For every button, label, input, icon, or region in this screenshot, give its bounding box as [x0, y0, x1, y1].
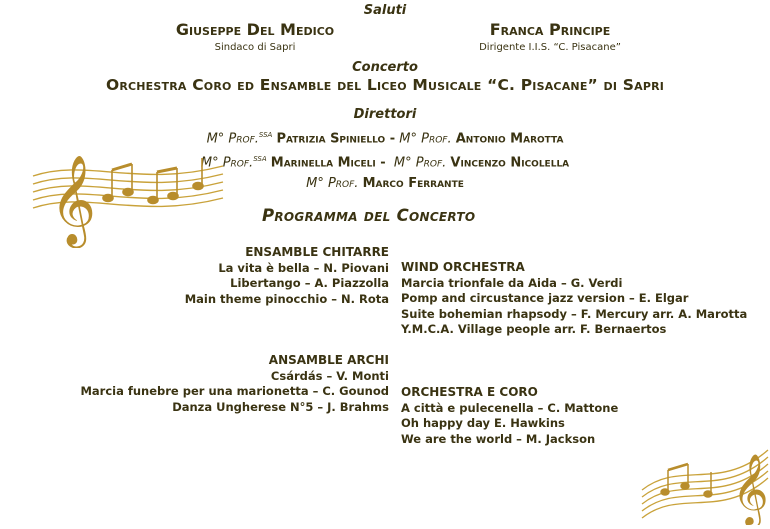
director-name: Vincenzo Nicolella: [450, 155, 570, 171]
director-prefix: M° Prof.: [200, 155, 254, 171]
director-prefix-sup: SSA: [258, 131, 273, 139]
director-prefix: M° Prof.: [395, 131, 452, 147]
music-staff-icon: [640, 420, 770, 525]
program-item: We are the world – M. Jackson: [401, 431, 596, 446]
section-heading: ANSAMBLE ARCHI: [268, 353, 389, 367]
left-person-name: Giuseppe Del Medico: [175, 20, 335, 39]
section-heading: ENSAMBLE CHITARRE: [245, 245, 389, 259]
section-heading: WIND ORCHESTRA: [401, 260, 525, 274]
director-name: Patrizia Spiniello -: [276, 131, 396, 147]
program-item: Main theme pinocchio – N. Rota: [184, 291, 389, 306]
svg-text:𝄞: 𝄞: [50, 155, 97, 245]
right-person-role: Dirigente I.I.S. “C. Pisacane”: [479, 42, 621, 53]
director-prefix-sup: SSA: [253, 155, 267, 164]
program-item: Csárdás – V. Monti: [270, 368, 389, 383]
director-prefix: M° Prof.: [385, 155, 447, 171]
direttori-label: Direttori: [353, 107, 417, 122]
program-title: Programma del Concerto: [262, 206, 476, 225]
program-item: Danza Ungherese N°5 – J. Brahms: [172, 399, 389, 414]
concerto-label: Concerto: [352, 60, 418, 75]
music-staff-icon: [28, 128, 228, 248]
right-section-1: [401, 260, 747, 338]
program-item: Marcia funebre per una marionetta – C. Gounod: [80, 384, 389, 398]
program-item: Pomp and circustance jazz version – E. Elgar: [401, 291, 689, 305]
left-section-2: [80, 353, 389, 415]
program-item: La vita è bella – N. Piovani: [218, 260, 389, 275]
left-person-role: Sindaco di Sapri: [214, 42, 296, 53]
program-item: Libertango – A. Piazzolla: [230, 276, 389, 290]
orchestra-title: Orchestra Coro ed Ensamble del Liceo Musicale “C. Pisacane” di Sapri: [105, 76, 665, 94]
director-name: Marinella Miceli -: [270, 155, 386, 171]
director-name: Marco Ferrante: [362, 175, 464, 191]
right-person-name: Franca Principe: [489, 20, 611, 39]
director-prefix: M° Prof.: [206, 131, 259, 147]
right-section-2: [401, 385, 618, 447]
program-item: Marcia trionfale da Aida – G. Verdi: [401, 275, 623, 290]
svg-text:𝄞: 𝄞: [732, 452, 769, 525]
program-item: A città e pulecenella – C. Mattone: [401, 400, 619, 415]
program-item: Suite bohemian rhapsody – F. Mercury arr. A. Marotta: [401, 306, 748, 321]
section-heading: ORCHESTRA E CORO: [401, 385, 538, 399]
left-section-1: [185, 245, 389, 307]
director-prefix: M° Prof.: [306, 175, 359, 191]
program-item: Y.M.C.A. Village people arr. F. Bernaertos: [401, 322, 667, 336]
saluti-label: Saluti: [363, 3, 407, 18]
director-name: Antonio Marotta: [455, 131, 564, 147]
program-item: Oh happy day E. Hawkins: [401, 416, 565, 430]
